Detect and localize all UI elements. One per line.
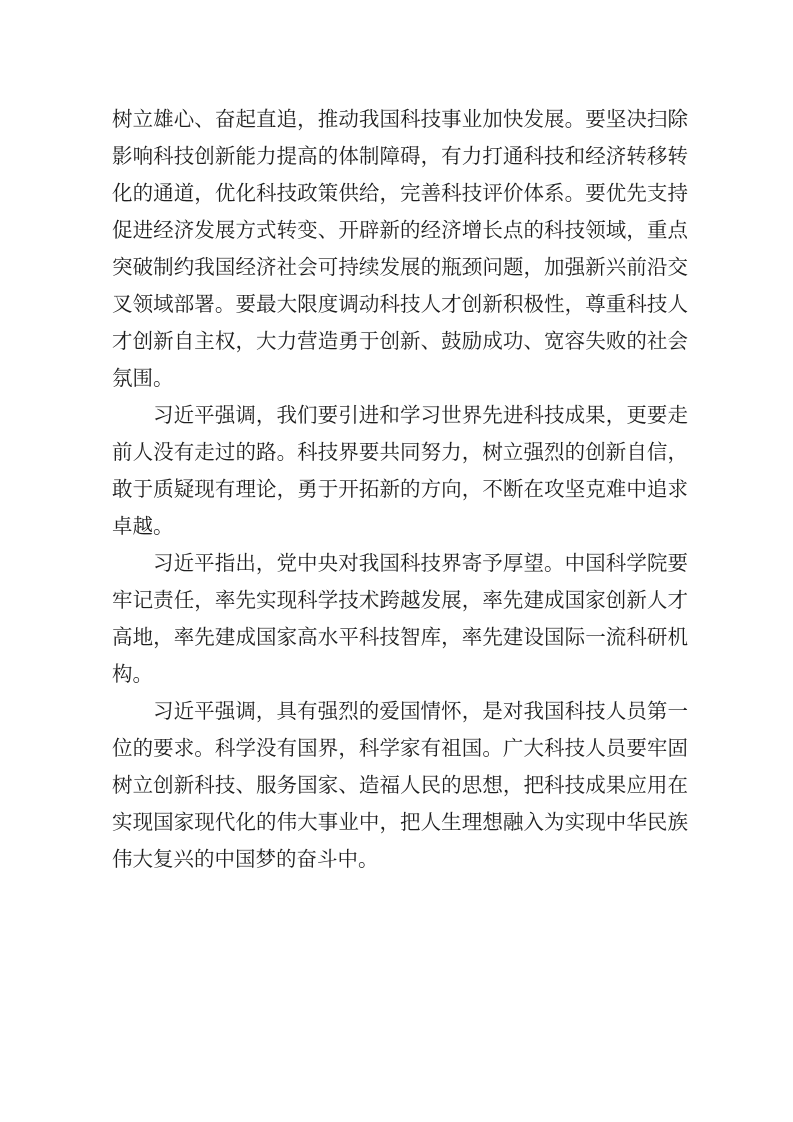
- paragraph: 习近平指出，党中央对我国科技界寄予厚望。中国科学院要牢记责任，率先实现科学技术跨越发展，率先建成国家创新人才高地，率先建成国家高水平科技智库，率先建设国际一流科研机构。: [112, 553, 688, 686]
- document-body-text: [112, 102, 688, 879]
- paragraph-continuation: 树立雄心、奋起直追，推动我国科技事业加快发展。要坚决扫除影响科技创新能力提高的体制障碍，有力打通科技和经济转移转化的通道，优化科技政策供给，完善科技评价体系。要优先支持促进经济发展方式转变、开辟新的经济增长点的科技领域，重点突破制约我国经济社会可持续发展的瓶颈问题，加强新兴前沿交叉领域部署。要最大限度调动科技人才创新积极性，尊重科技人才创新自主权，大力营造勇于创新、鼓励成功、宽容失败的社会氛围。: [112, 109, 688, 390]
- paragraph: 习近平强调，我们要引进和学习世界先进科技成果，更要走前人没有走过的路。科技界要共同努力，树立强烈的创新自信，敢于质疑现有理论，勇于开拓新的方向，不断在攻坚克难中追求卓越。: [112, 405, 688, 538]
- paragraph: 习近平强调，具有强烈的爱国情怀，是对我国科技人员第一位的要求。科学没有国界，科学家有祖国。广大科技人员要牢固树立创新科技、服务国家、造福人民的思想，把科技成果应用在实现国家现代化的伟大事业中，把人生理想融入为实现中华民族伟大复兴的中国梦的奋斗中。: [112, 701, 688, 871]
